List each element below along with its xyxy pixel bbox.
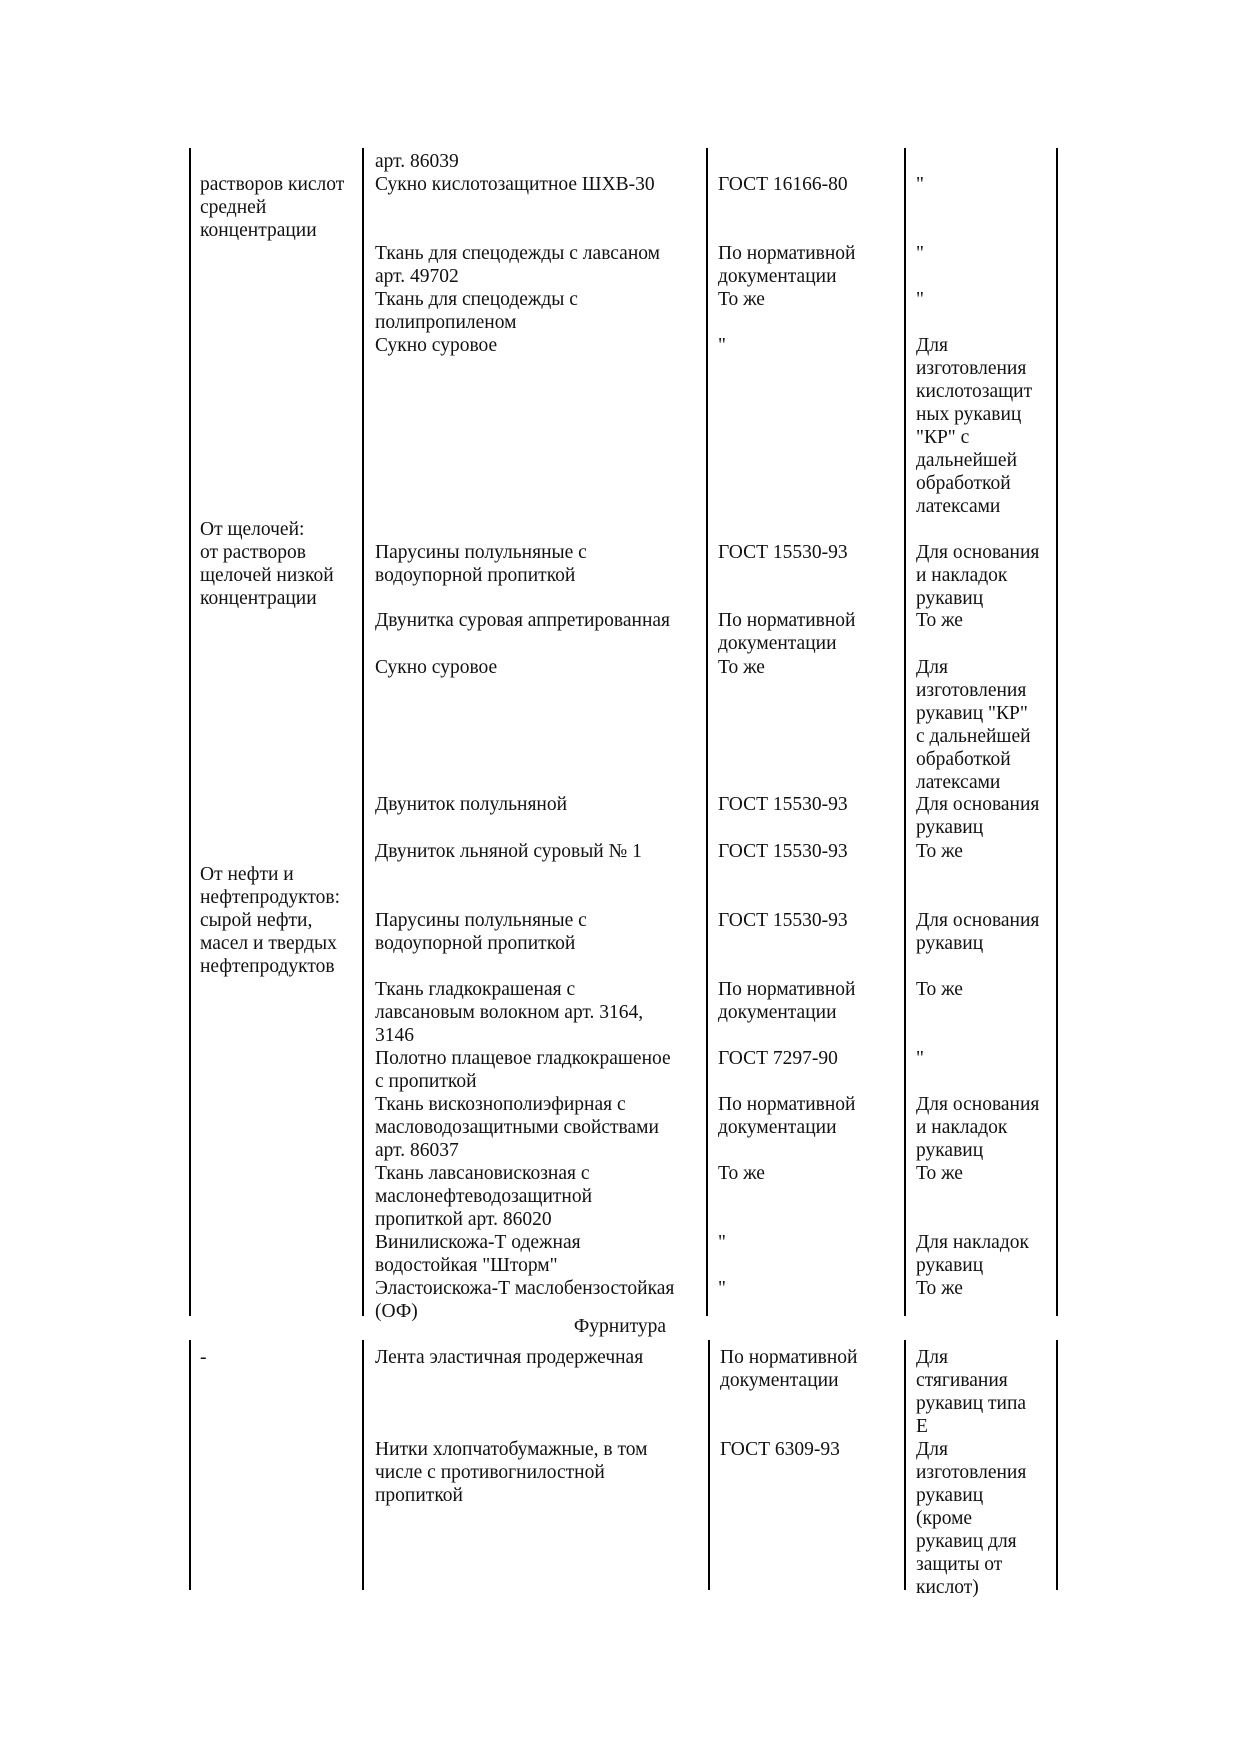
table-row-14-c2: Полотно плащевое гладкокрашеное с пропиткой <box>375 1048 671 1092</box>
furniture-row-1-c4: Для изготовления рукавиц (кроме рукавиц для защиты от кислот) <box>916 1439 1027 1598</box>
table-row-8-c2: Сукно суровое <box>375 657 498 678</box>
table-row-2-c3: По нормативной документации <box>718 243 856 287</box>
table-row-10-c3: ГОСТ 15530-93 <box>718 841 848 862</box>
table-row-7-c3: По нормативной документации <box>718 610 856 654</box>
table-row-6-c4: Для основания и накладок рукавиц <box>916 542 1040 609</box>
table-row-10-c4: То же <box>916 841 963 862</box>
table-row-16-c4: То же <box>916 1163 963 1184</box>
furniture-row-1-c2: Нитки хлопчатобумажные, в том числе с противогнилостной пропиткой <box>375 1439 648 1506</box>
table-row-8-c3: То же <box>718 657 765 678</box>
table-row-13-c2: Ткань гладкокрашеная с лавсановым волокном арт. 3164, 3146 <box>375 979 644 1046</box>
table-row-15-c2: Ткань вискознополиэфирная с масловодозащитными свойствами арт. 86037 <box>375 1094 659 1161</box>
furniture-row-0-c3: По нормативной документации <box>720 1347 858 1391</box>
table-row-9-c2: Двуниток полульняной <box>375 794 568 815</box>
table-row-12-c4: Для основания рукавиц <box>916 910 1040 954</box>
table-row-16-c2: Ткань лавсановискозная с маслонефтеводозащитной пропиткой арт. 86020 <box>375 1163 593 1230</box>
table-row-6-c2: Парусины полульняные с водоупорной пропиткой <box>375 542 587 586</box>
table-row-7-c2: Двунитка суровая аппретированная <box>375 610 671 631</box>
furniture-rule-left <box>189 1340 191 1590</box>
table-row-1-c4: " <box>916 174 924 195</box>
column-rule-right <box>1056 148 1058 1316</box>
table-row-15-c3: По нормативной документации <box>718 1094 856 1138</box>
table-row-4-c2: Сукно суровое <box>375 335 498 356</box>
table-row-5-c1: От щелочей: <box>200 519 305 540</box>
table-row-18-c4: То же <box>916 1278 963 1299</box>
table-row-3-c4: " <box>916 289 924 310</box>
furniture-row-0-c2: Лента эластичная продержечная <box>375 1347 644 1368</box>
table-row-17-c3: " <box>718 1232 726 1253</box>
table-row-9-c3: ГОСТ 15530-93 <box>718 794 848 815</box>
table-row-15-c4: Для основания и накладок рукавиц <box>916 1094 1040 1161</box>
table-row-3-c3: То же <box>718 289 765 310</box>
column-rule-3 <box>904 148 906 1316</box>
table-row-18-c3: " <box>718 1278 726 1299</box>
table-row-6-c3: ГОСТ 15530-93 <box>718 542 848 563</box>
table-row-14-c4: " <box>916 1048 924 1069</box>
table-row-10-c2: Двуниток льняной суровый № 1 <box>375 841 642 862</box>
table-row-2-c2: Ткань для спецодежды с лавсаном арт. 49702 <box>375 243 660 287</box>
furniture-row-1-c3: ГОСТ 6309-93 <box>720 1439 840 1460</box>
table-row-9-c4: Для основания рукавиц <box>916 794 1040 838</box>
table-row-17-c4: Для накладок рукавиц <box>916 1232 1029 1276</box>
table-row-13-c4: То же <box>916 979 963 1000</box>
section-title-furniture: Фурнитура <box>573 1316 667 1337</box>
table-row-4-c3: " <box>718 335 726 356</box>
table-row-16-c3: То же <box>718 1163 765 1184</box>
table-row-13-c3: По нормативной документации <box>718 979 856 1023</box>
column-rule-left <box>189 148 191 1316</box>
table-row-1-c1: растворов кислот средней концентрации <box>200 174 345 241</box>
table-row-1-c2: Сукно кислотозащитное ШХВ-30 <box>375 174 655 195</box>
table-row-6-c1: от растворов щелочей низкой концентрации <box>200 542 334 609</box>
table-row-1-c3: ГОСТ 16166-80 <box>718 174 848 195</box>
furniture-row-0-c4: Для стягивания рукавиц типа Е <box>916 1347 1027 1437</box>
table-row-3-c2: Ткань для спецодежды с полипропиленом <box>375 289 578 333</box>
table-row-0-c2: арт. 86039 <box>375 151 459 172</box>
table-row-4-c4: Для изготовления кислотозащит ных рукавиц "КР" с дальнейшей обработкой латексами <box>916 335 1033 517</box>
table-row-8-c4: Для изготовления рукавиц "КР" с дальнейшей обработкой латексами <box>916 657 1031 793</box>
table-row-7-c4: То же <box>916 610 963 631</box>
table-row-11-c1: От нефти и нефтепродуктов: сырой нефти, масел и твердых нефтепродуктов <box>200 864 341 977</box>
table-row-17-c2: Винилискожа-Т одежная водостойкая "Шторм" <box>375 1232 581 1276</box>
furniture-rule-1 <box>362 1340 364 1590</box>
column-rule-1 <box>362 148 364 1316</box>
table-row-18-c2: Эластоискожа-Т маслобензостойкая (ОФ) <box>375 1278 675 1322</box>
furniture-rule-right <box>1056 1340 1058 1590</box>
table-row-12-c3: ГОСТ 15530-93 <box>718 910 848 931</box>
furniture-row-0-c1: - <box>200 1347 207 1368</box>
table-row-12-c2: Парусины полульняные с водоупорной пропиткой <box>375 910 587 954</box>
table-row-2-c4: " <box>916 243 924 264</box>
table-row-14-c3: ГОСТ 7297-90 <box>718 1048 838 1069</box>
